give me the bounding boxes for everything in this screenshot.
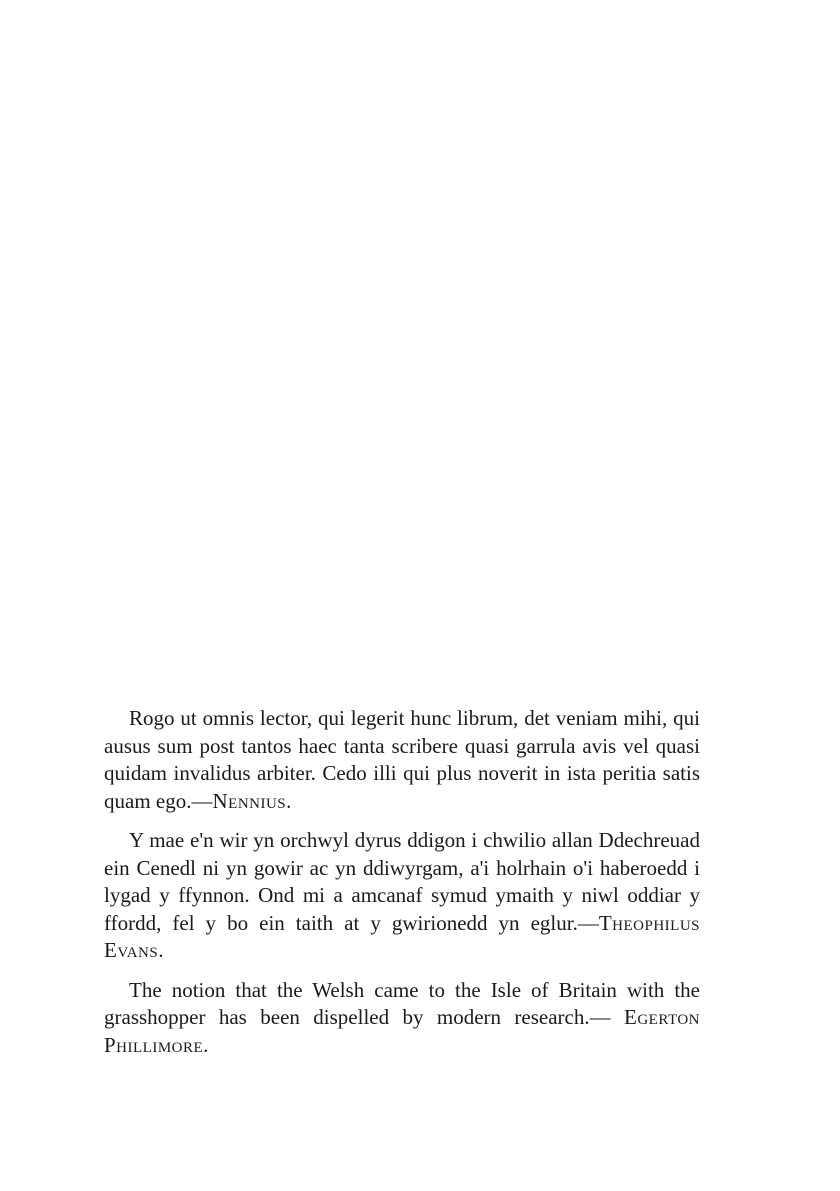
quote-attribution: Theophilus Evans. (104, 910, 700, 962)
epigraph-egerton-phillimore (104, 977, 700, 1060)
epigraph-nennius (104, 705, 700, 815)
quote-attribution: Egerton Phillimore. (104, 1005, 700, 1057)
quote-text: Rogo ut omnis lector, qui legerit hunc librum, det veniam mihi, qui ausus sum post tantos haec tanta scribere quasi garrula avis vel quasi quidam invalidus arbiter. Cedo illi qui plus noverit in ista peritia satis quam ego.— (104, 706, 700, 813)
quote-text: The notion that the Welsh came to the Isle of Britain with the grasshopper has been dispelled by modern research.— (104, 977, 700, 1029)
quote-text: Y mae e'n wir yn orchwyl dyrus ddigon i chwilio allan Ddechreuad ein Cenedl ni yn gowir ac yn ddiwyrgam, a'i holrhain o'i haberoedd i lygad y ffynnon. Ond mi a amcanaf symud ymaith y niwl oddiar y ffordd, fel y bo ein taith at y gwirionedd yn eglur.— (104, 828, 700, 935)
quote-attribution: Nennius. (212, 788, 292, 813)
epigraph-theophilus-evans (104, 827, 700, 965)
epigraph-block (104, 705, 700, 1071)
